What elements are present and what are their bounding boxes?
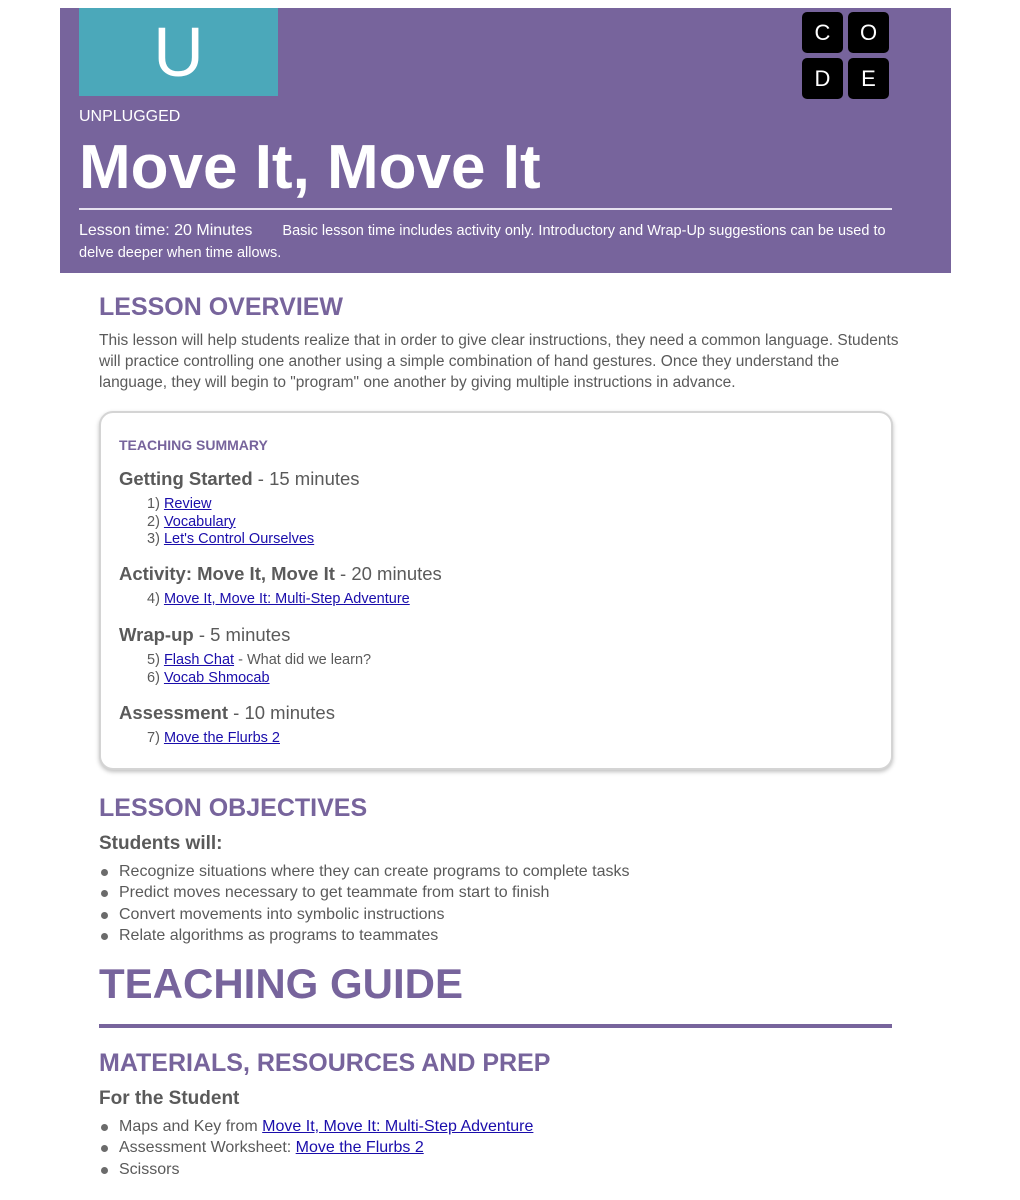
objectives-heading: LESSON OBJECTIVES [99, 794, 368, 822]
bullet-icon [101, 869, 108, 876]
list-item [99, 1159, 533, 1180]
objective-text: Predict moves necessary to get teammate from start to finish [119, 884, 550, 902]
item-number: 1) [147, 496, 160, 512]
summary-group-title: Wrap-up [119, 624, 194, 645]
summary-group-heading [119, 702, 335, 724]
list-item [99, 1116, 533, 1137]
lesson-title: Move It, Move It [79, 133, 541, 202]
item-number: 4) [147, 591, 160, 607]
summary-link-vocabulary[interactable]: Vocabulary [163, 513, 236, 530]
item-number: 2) [147, 513, 160, 530]
item-number: 7) [147, 730, 160, 746]
bullet-icon [101, 890, 108, 897]
summary-group-title: Activity: Move It, Move It [119, 563, 335, 584]
material-text: Assessment Worksheet: [119, 1139, 296, 1157]
list-item [99, 882, 629, 903]
summary-group-heading [119, 468, 360, 490]
summary-label: TEACHING SUMMARY [119, 437, 268, 453]
item-number: 6) [147, 669, 160, 686]
material-text: Scissors [119, 1160, 180, 1178]
list-item [99, 925, 629, 946]
category-label: UNPLUGGED [79, 108, 181, 125]
list-item [99, 904, 629, 925]
objective-text: Relate algorithms as programs to teammates [119, 926, 439, 944]
list-item [99, 861, 629, 882]
list-item [99, 1137, 533, 1158]
unplugged-badge: U [79, 8, 278, 96]
summary-item [147, 496, 388, 514]
material-link-adventure[interactable]: Move It, Move It: Multi-Step Adventure [262, 1118, 534, 1135]
summary-link-flash-chat[interactable]: Flash Chat [163, 652, 235, 668]
materials-heading: MATERIALS, RESOURCES AND PREP [99, 1049, 551, 1077]
summary-group-duration: - 5 minutes [193, 624, 291, 645]
objective-text: Recognize situations where they can create programs to complete tasks [119, 863, 630, 880]
bullet-icon [101, 1124, 108, 1131]
material-text: Maps and Key from [119, 1118, 263, 1135]
lesson-time [79, 220, 899, 264]
bullet-icon [101, 933, 108, 940]
objective-text: Convert movements into symbolic instructions [119, 905, 445, 923]
item-number: 3) [147, 531, 160, 547]
summary-link-move-the-flurbs[interactable]: Move the Flurbs 2 [163, 730, 280, 746]
summary-group-duration: - 15 minutes [252, 468, 360, 489]
bullet-icon [101, 1167, 108, 1174]
lesson-time-note: Basic lesson time includes activity only. Introductory and Wrap-Up suggestions can be used to delve deeper when time allows. [79, 223, 886, 261]
code-logo-letter: D [802, 58, 843, 99]
lesson-header [60, 8, 951, 273]
summary-item [147, 652, 371, 670]
lesson-time-label: Lesson time: 20 Minutes [79, 222, 253, 239]
summary-item [147, 670, 371, 688]
summary-group [119, 563, 442, 609]
summary-group-title: Assessment [119, 702, 229, 723]
header-divider [79, 208, 892, 210]
bullet-icon [101, 1145, 108, 1152]
summary-link-multi-step-adventure[interactable]: Move It, Move It: Multi-Step Adventure [163, 591, 410, 607]
summary-group-title: Getting Started [119, 468, 253, 489]
overview-text: This lesson will help students realize that in order to give clear instructions, they need a common language. Students will practice controlling one another using a simple combination of hand gestures. Once they understand the language, they will begin to "program" one another by giving multiple instructions in advance. [99, 332, 899, 391]
teaching-guide-title: TEACHING GUIDE [99, 960, 464, 1007]
item-number: 5) [147, 652, 160, 668]
code-logo-letter: E [848, 58, 889, 99]
materials-subheading: For the Student [99, 1088, 240, 1109]
summary-item [147, 730, 363, 748]
summary-link-control-ourselves[interactable]: Let's Control Ourselves [163, 531, 315, 547]
code-logo [802, 12, 889, 99]
objectives-list [99, 861, 629, 946]
summary-group [119, 702, 335, 748]
teaching-summary-box [99, 411, 893, 770]
summary-group-duration: - 10 minutes [228, 702, 335, 723]
summary-group [119, 468, 360, 549]
summary-item [147, 591, 470, 609]
summary-group [119, 624, 372, 687]
summary-item [147, 514, 388, 532]
bullet-icon [101, 912, 108, 919]
material-link-flurbs[interactable]: Move the Flurbs 2 [295, 1139, 424, 1157]
summary-group-duration: - 20 minutes [334, 563, 442, 584]
materials-list [99, 1116, 533, 1180]
summary-link-vocab-shmocab[interactable]: Vocab Shmocab [163, 669, 270, 686]
objectives-subheading: Students will: [99, 833, 223, 854]
guide-divider [99, 1024, 892, 1028]
item-suffix: - What did we learn? [234, 652, 372, 668]
code-logo-letter: C [802, 12, 843, 53]
overview-heading: LESSON OVERVIEW [99, 293, 344, 321]
summary-link-review[interactable]: Review [163, 496, 212, 512]
summary-group-heading [119, 624, 343, 646]
summary-item [147, 531, 388, 549]
code-logo-letter: O [848, 12, 889, 53]
summary-group-heading [119, 563, 442, 585]
